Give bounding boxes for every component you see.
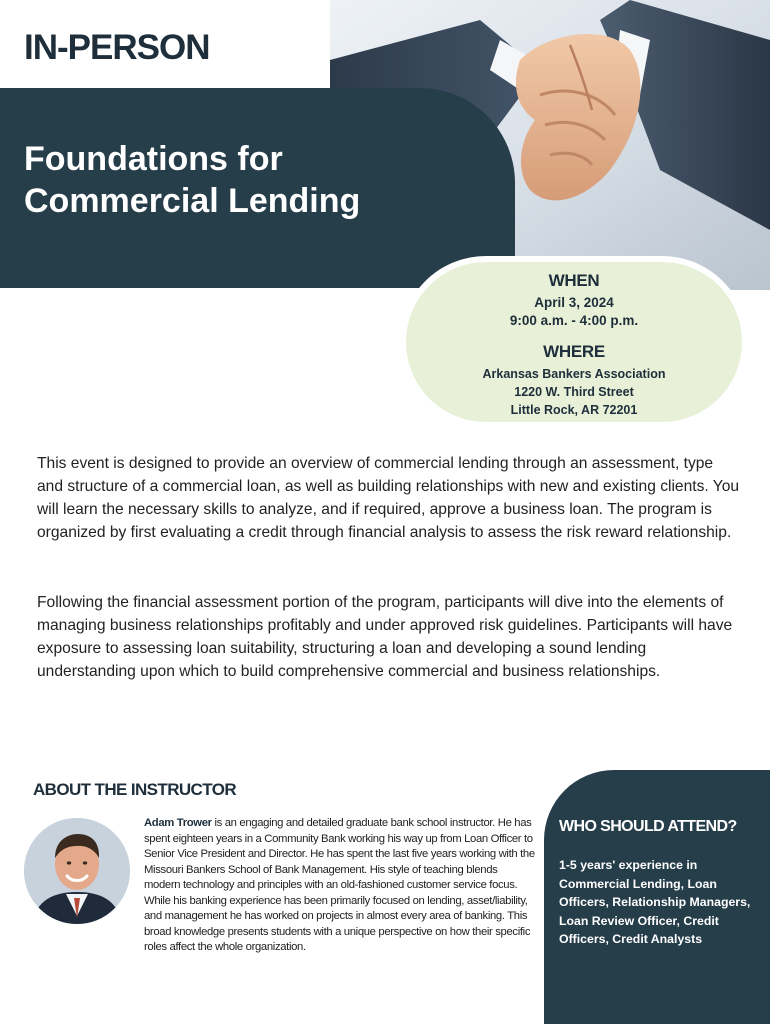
event-time: 9:00 a.m. - 4:00 p.m. (509, 313, 639, 328)
when-heading: WHEN (548, 271, 600, 290)
about-instructor-heading: ABOUT THE INSTRUCTOR (33, 780, 237, 799)
when-where-box (400, 256, 748, 428)
instructor-photo (24, 818, 130, 924)
description-paragraph-1: This event is designed to provide an overview of commercial lending through an assessment, type and structure of a commercial loan, as well as building relationships with new and existing clients. You will learn the necessary skills to analyze, and if required, approve a business loan. The program is organized by first evaluating a credit through financial analysis to assess the risk reward relationship. (37, 455, 740, 541)
venue-name: Arkansas Bankers Association (482, 367, 666, 381)
who-should-attend-text: 1-5 years' experience in Commercial Lending, Loan Officers, Relationship Managers, Loan Review Officer, Credit Officers, Credit Analysts (559, 858, 751, 946)
instructor-bio (144, 816, 536, 956)
instructor-bio-text: is an engaging and detailed graduate bank school instructor. He has spent eighteen years in a Community Bank working his way up from Loan Officer to Senior Vice President and Director. He has spent the last five years working with the Missouri Bankers School of Bank Management. His style of teaching blends modern technology and principles with an old-fashioned customer service focus. While his banking experience has been primarily focused on lending, asset/liability, and management he has worked on projects in almost every area of banking. This broad knowledge presents students with a unique perspective on how their specific roles affect the whole organization. (144, 817, 535, 953)
venue-street: 1220 W. Third Street (514, 385, 634, 399)
title-band (0, 88, 515, 288)
course-title-line1: Foundations for (24, 140, 283, 178)
format-tag: IN-PERSON (24, 28, 210, 67)
course-title-line2: Commercial Lending (24, 182, 361, 220)
course-title (24, 138, 444, 222)
where-heading: WHERE (543, 342, 605, 361)
venue-city: Little Rock, AR 72201 (510, 403, 638, 417)
instructor-name: Adam Trower (144, 817, 212, 829)
description-paragraph-2: Following the financial assessment portion of the program, participants will dive into the elements of managing business relationships profitably and under approved risk guidelines. Participants will have exposure to assessing loan suitability, structuring a loan and developing a sound lending understanding upon which to build comprehensive commercial and business relationships. (37, 594, 733, 680)
event-date: April 3, 2024 (534, 295, 614, 310)
who-should-attend-panel (544, 770, 770, 1024)
who-should-attend-heading: WHO SHOULD ATTEND? (559, 818, 737, 835)
